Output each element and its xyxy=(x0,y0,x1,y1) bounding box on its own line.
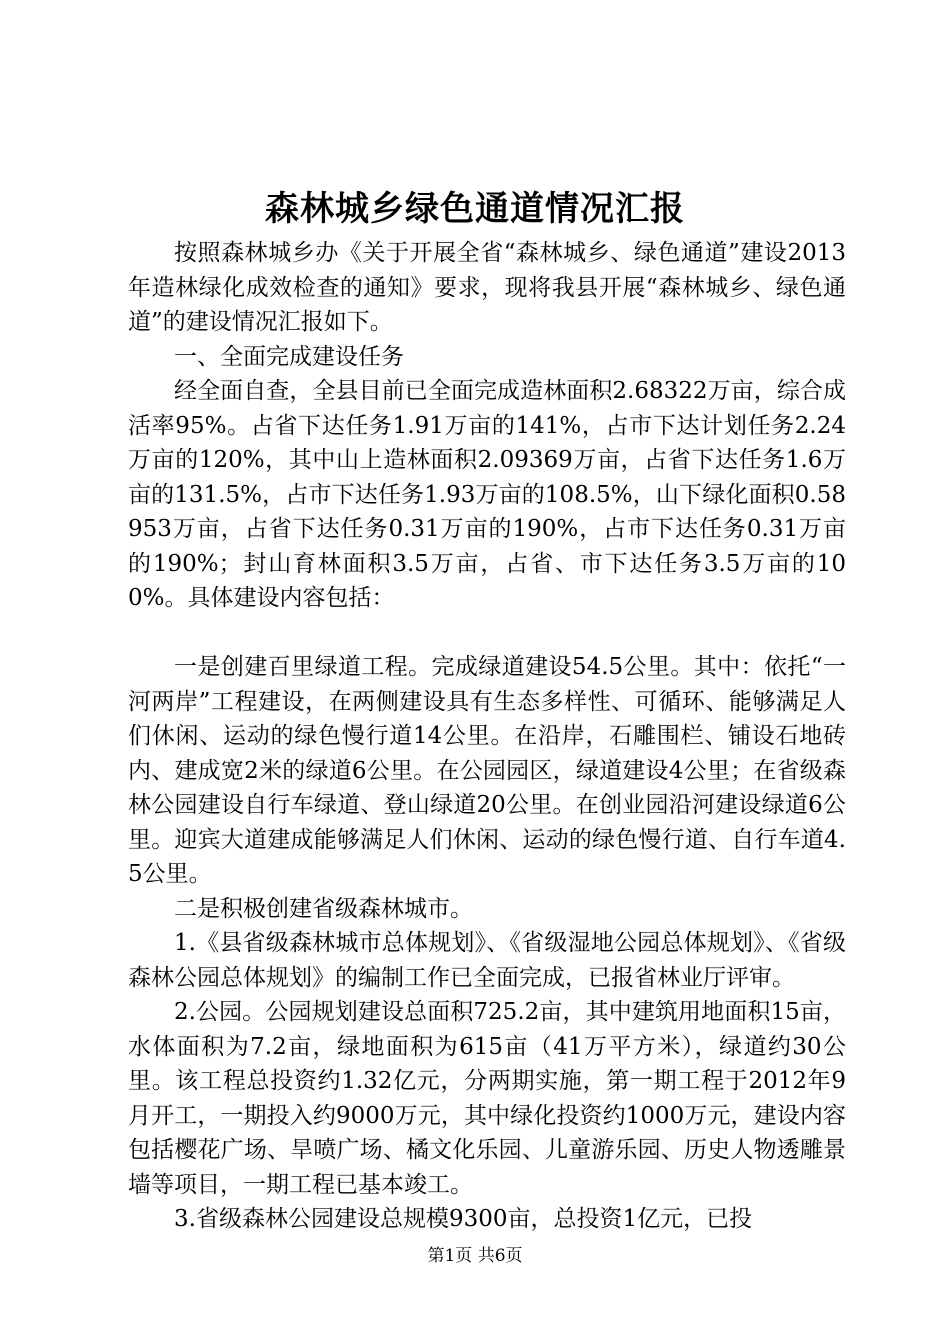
list-item-3: 3.省级森林公园建设总规模9300亩，总投资1亿元，已投 xyxy=(174,1206,753,1232)
paragraph-forest-city: 二是积极创建省级森林城市。 xyxy=(174,895,473,922)
list-item-2: 2.公园。公园规划建设总面积725.2亩，其中建筑用地面积15亩，水体面积为7.2亩，绿地面积为615亩（41万平方米），绿道约30公里。该工程总投资约1.32亿元，分两期实施，第一期工程于2012年9月开工，一期投入约9000万元，其中绿化投资约1000万元，建设内容包括樱花广场、旱喷广场、橘文化乐园、儿童游乐园、历史人物透雕景墙等项目，一期工程已基本竣工。 xyxy=(128,999,846,1198)
paragraph-greenway: 一是创建百里绿道工程。完成绿道建设54.5公里。其中：依托“一河两岸”工程建设，在两侧建设具有生态多样性、可循环、能够满足人们休闲、运动的绿色慢行道14公里。在沿岸，石雕围栏、铺设石地砖内、建成宽2米的绿道6公里。在公园园区，绿道建设4公里；在省级森林公园建设自行车绿道、登山绿道20公里。在创业园沿河建设绿道6公里。迎宾大道建成能够满足人们休闲、运动的绿色慢行道、自行车道4.5公里。 xyxy=(128,654,846,887)
paragraph-summary: 经全面自查，全县目前已全面完成造林面积2.68322万亩，综合成活率95%。占省下达任务1.91万亩的141%，占市下达计划任务2.24万亩的120%，其中山上造林面积2.09369万亩，占省下达任务1.6万亩的131.5%，占市下达任务1.93万亩的108.5%，山下绿化面积0.58953万亩，占省下达任务0.31万亩的190%，占市下达任务0.31万亩的190%；封山育林面积3.5万亩，占省、市下达任务3.5万亩的100%。具体建设内容包括： xyxy=(128,378,846,611)
document-body xyxy=(128,236,846,1237)
paragraph-intro: 按照森林城乡办《关于开展全省“森林城乡、绿色通道”建设2013年造林绿化成效检查的通知》要求，现将我县开展“森林城乡、绿色通道”的建设情况汇报如下。 xyxy=(128,240,846,335)
section-heading-1: 一、全面完成建设任务 xyxy=(174,343,404,370)
page-footer: 第1页 共6页 xyxy=(427,1246,523,1266)
list-item-1: 1.《县省级森林城市总体规划》、《省级湿地公园总体规划》、《省级森林公园总体规划》的编制工作已全面完成，已报省林业厅评审。 xyxy=(128,930,846,991)
document-title: 森林城乡绿色通道情况汇报 xyxy=(265,189,685,229)
